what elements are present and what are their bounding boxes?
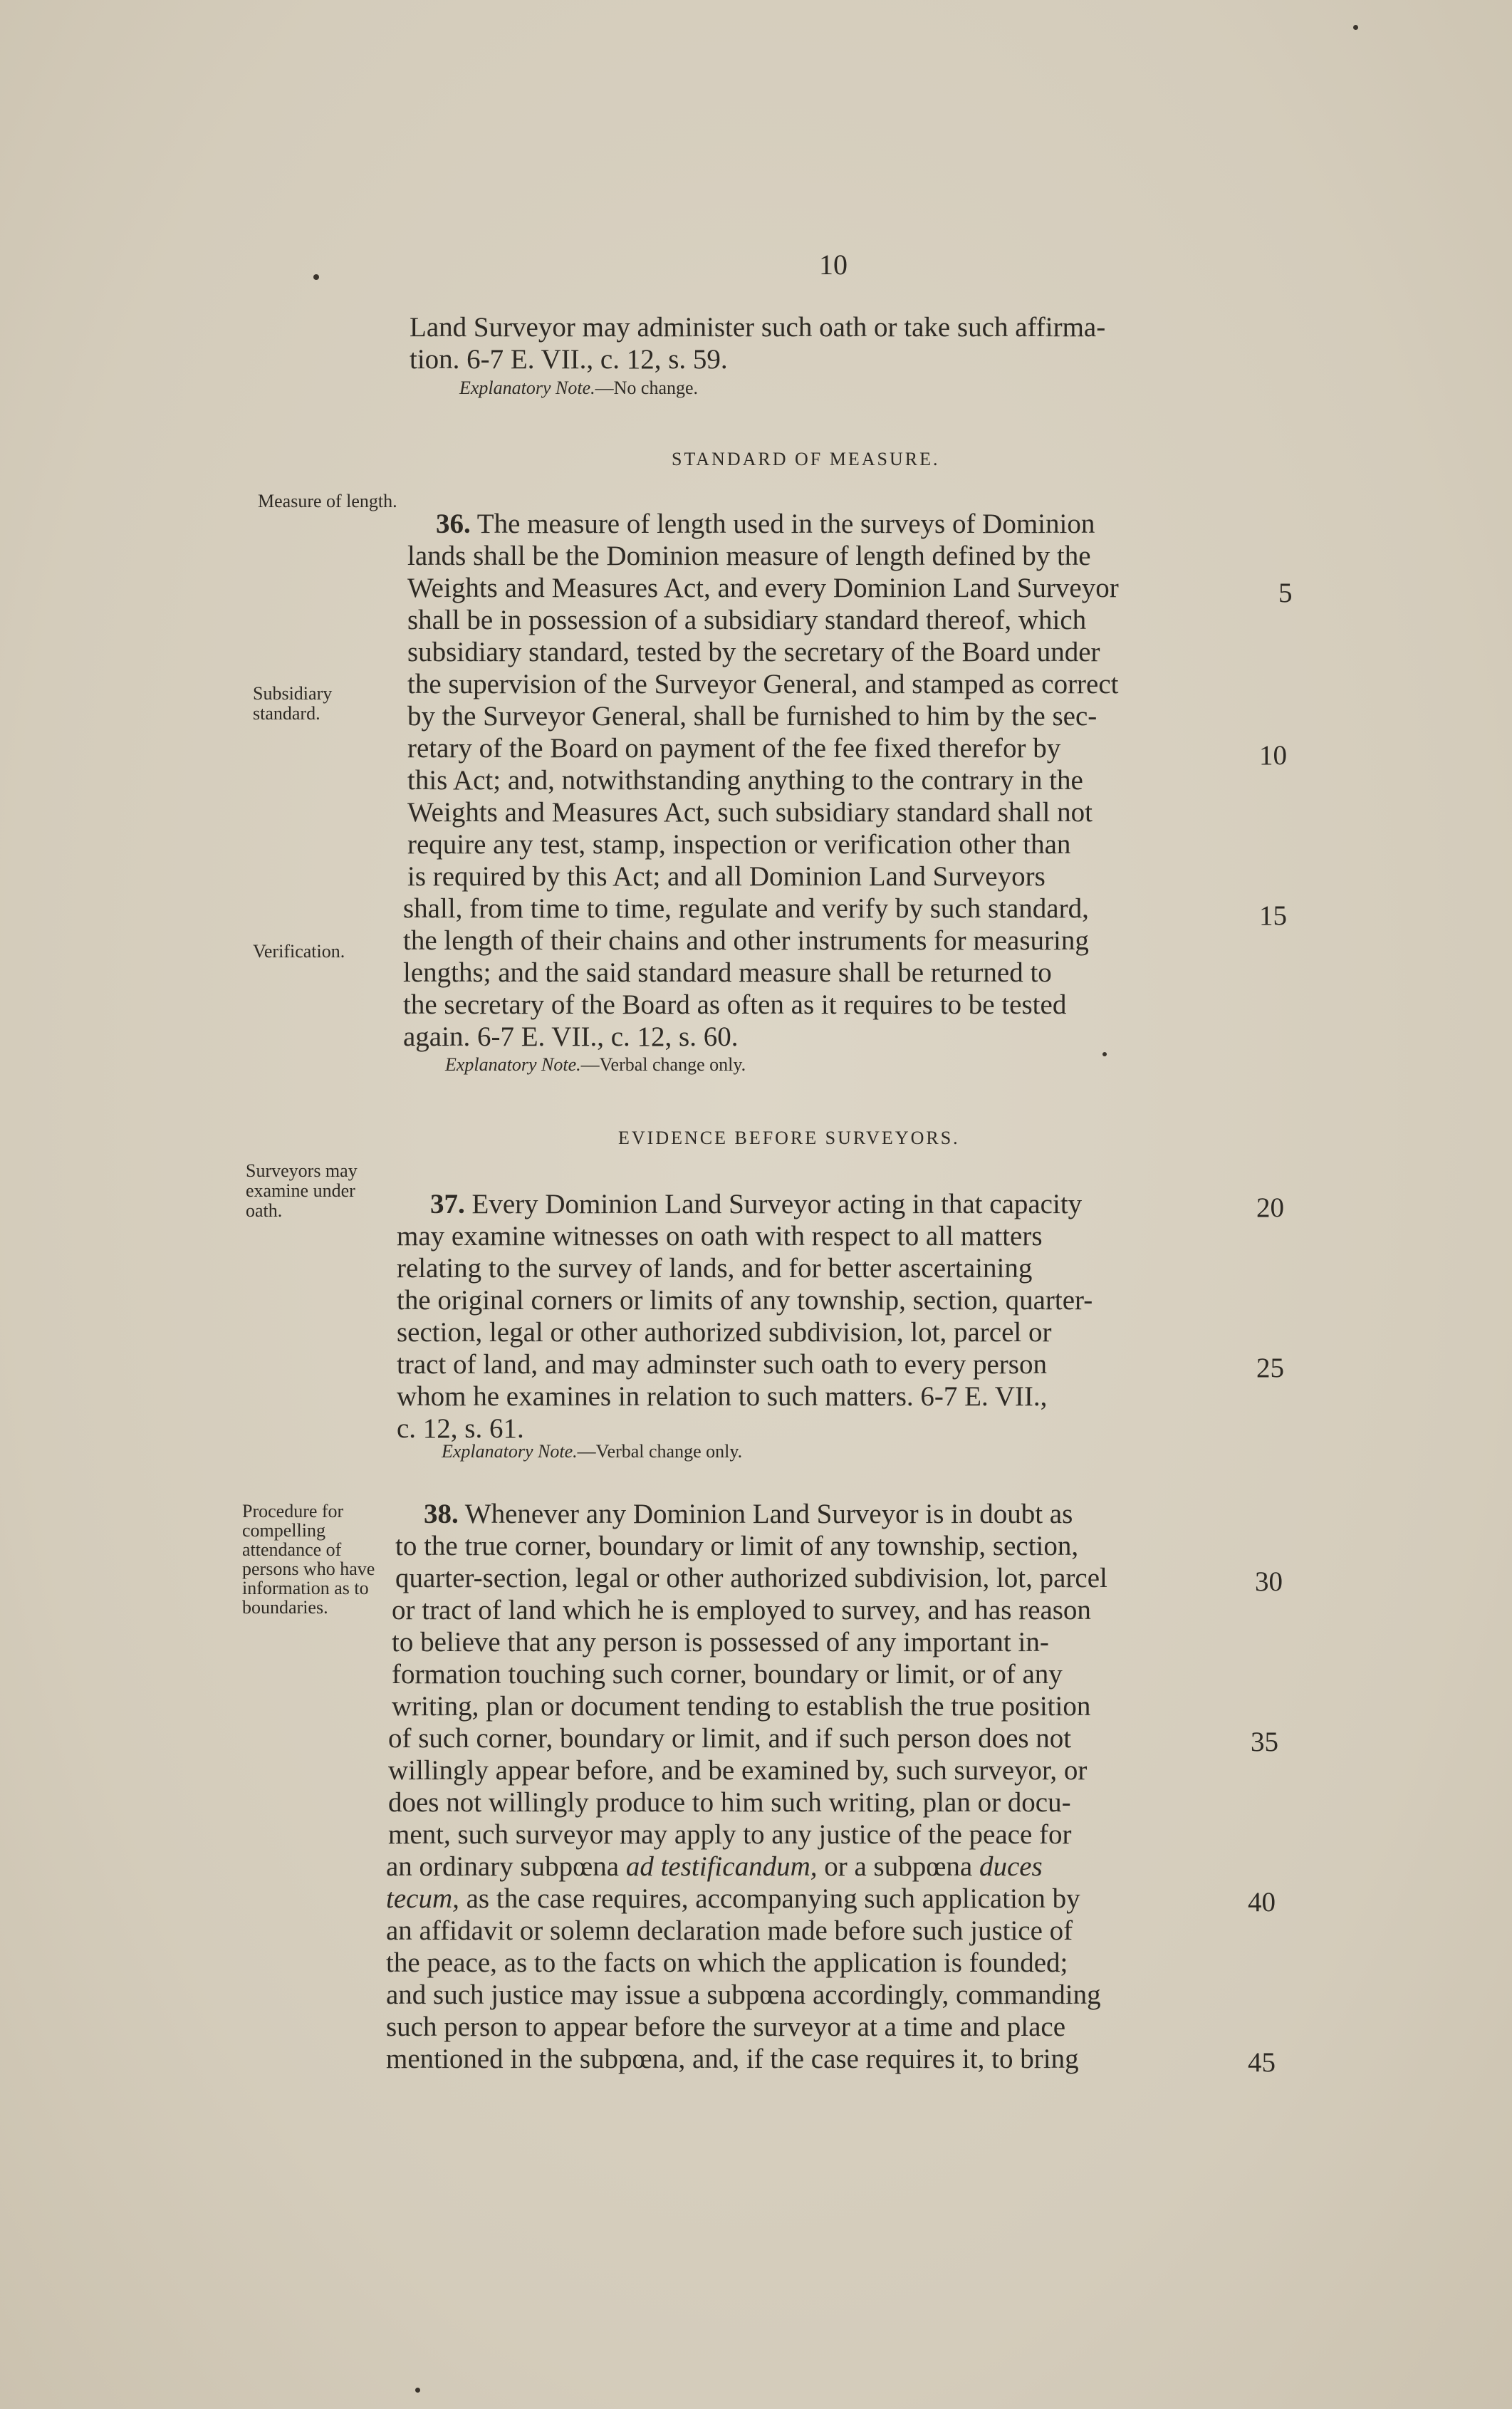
margin-note-verification: Verification.: [253, 941, 345, 962]
s37-line-4: the original corners or limits of any township, section, quarter-: [397, 1285, 1093, 1316]
margin-note-subsidiary-standard: Subsidiary standard.: [253, 683, 333, 724]
margin-note-procedure: Procedure for compelling attendance of persons who have information as to boundaries.: [242, 1501, 375, 1618]
s35-line-2: tion. 6-7 E. VII., c. 12, s. 59.: [410, 344, 728, 375]
line-number-30: 30: [1255, 1566, 1283, 1597]
s36-line-15: lengths; and the said standard measure shall be returned to: [403, 957, 1052, 988]
s38-line-13: tecum, as the case requires, accompanying such application by: [386, 1883, 1080, 1914]
paper-speck: [1102, 1052, 1107, 1056]
paper-speck: [415, 2388, 420, 2393]
line-number-5: 5: [1278, 578, 1293, 608]
section-number-37: 37.: [430, 1189, 465, 1219]
section-number-36: 36.: [436, 509, 471, 539]
s38-line-6: formation touching such corner, boundary or limit, or of any: [392, 1659, 1063, 1690]
line-number-20: 20: [1256, 1192, 1284, 1223]
s36-line-8: retary of the Board on payment of the fee fixed therefor by: [407, 733, 1061, 764]
s38-line-7: writing, plan or document tending to establish the true position: [392, 1691, 1091, 1722]
line-number-45: 45: [1248, 2047, 1276, 2078]
s38-line-18: mentioned in the subpœna, and, if the case requires it, to bring: [386, 2044, 1079, 2074]
s36-line-9: this Act; and, notwithstanding anything to the contrary in the: [407, 765, 1083, 796]
line-number-40: 40: [1248, 1887, 1276, 1918]
heading-standard-of-measure: STANDARD OF MEASURE.: [672, 449, 940, 469]
s36-line-1: 36. The measure of length used in the surveys of Dominion: [436, 509, 1095, 539]
s38-line-8: of such corner, boundary or limit, and if such person does not: [388, 1723, 1072, 1754]
section-number-38: 38.: [424, 1499, 459, 1529]
s36-line-11: require any test, stamp, inspection or verification other than: [407, 829, 1071, 860]
margin-note-measure-of-length: Measure of length.: [258, 491, 397, 511]
s36-line-10: Weights and Measures Act, such subsidiary standard shall not: [407, 797, 1093, 828]
s37-line-6: tract of land, and may adminster such oath to every person: [397, 1349, 1047, 1380]
s36-line-12: is required by this Act; and all Dominion Land Surveyors: [407, 861, 1046, 892]
s37-line-7: whom he examines in relation to such matters. 6-7 E. VII.,: [397, 1381, 1048, 1412]
line-number-35: 35: [1251, 1727, 1278, 1757]
line-number-10: 10: [1259, 740, 1287, 771]
s36-line-2: lands shall be the Dominion measure of length defined by the: [407, 541, 1091, 571]
s38-line-14: an affidavit or solemn declaration made before such justice of: [386, 1915, 1073, 1946]
s37-line-3: relating to the survey of lands, and for better ascertaining: [397, 1253, 1033, 1284]
s35-explanatory-note: Explanatory Note.—No change.: [459, 378, 699, 398]
s38-line-10: does not willingly produce to him such writing, plan or docu-: [388, 1787, 1071, 1818]
s38-line-5: to believe that any person is possessed of any important in-: [392, 1627, 1049, 1658]
s36-line-6: the supervision of the Surveyor General, and stamped as correct: [407, 669, 1119, 699]
line-number-15: 15: [1259, 900, 1287, 931]
s37-line-8: c. 12, s. 61.: [397, 1413, 524, 1444]
paper-speck: [313, 274, 319, 280]
s36-line-7: by the Surveyor General, shall be furnished to him by the sec-: [407, 701, 1097, 732]
s38-line-16: and such justice may issue a subpœna accordingly, commanding: [386, 1979, 1101, 2010]
s38-line-11: ment, such surveyor may apply to any justice of the peace for: [388, 1819, 1072, 1850]
margin-note-surveyors-examine: Surveyors may examine under oath.: [246, 1160, 358, 1221]
s36-line-16: the secretary of the Board as often as it requires to be tested: [403, 989, 1067, 1020]
s38-line-15: the peace, as to the facts on which the application is founded;: [386, 1947, 1068, 1978]
line-number-25: 25: [1256, 1353, 1284, 1383]
s38-line-1: 38. Whenever any Dominion Land Surveyor is in doubt as: [424, 1499, 1073, 1529]
s37-line-5: section, legal or other authorized subdivision, lot, parcel or: [397, 1317, 1052, 1348]
s36-line-14: the length of their chains and other instruments for measuring: [403, 925, 1089, 956]
s37-line-1: 37. Every Dominion Land Surveyor acting in that capacity: [430, 1189, 1083, 1219]
heading-evidence-before-surveyors: EVIDENCE BEFORE SURVEYORS.: [618, 1128, 960, 1148]
s37-explanatory-note: Explanatory Note.—Verbal change only.: [442, 1441, 743, 1462]
s36-line-13: shall, from time to time, regulate and verify by such standard,: [403, 893, 1089, 924]
s35-line-1: Land Surveyor may administer such oath or take such affirma-: [410, 312, 1106, 343]
paper-speck: [1353, 25, 1358, 30]
s36-explanatory-note: Explanatory Note.—Verbal change only.: [445, 1054, 746, 1075]
s36-line-17: again. 6-7 E. VII., c. 12, s. 60.: [403, 1021, 739, 1052]
s36-line-4: shall be in possession of a subsidiary standard thereof, which: [407, 605, 1087, 635]
s38-line-3: quarter-section, legal or other authorized subdivision, lot, parcel: [395, 1563, 1107, 1593]
s38-line-4: or tract of land which he is employed to survey, and has reason: [392, 1595, 1091, 1625]
page-number: 10: [819, 249, 848, 281]
s37-line-2: may examine witnesses on oath with respect to all matters: [397, 1221, 1043, 1252]
s36-line-5: subsidiary standard, tested by the secretary of the Board under: [407, 637, 1100, 667]
s38-line-12: an ordinary subpœna ad testificandum, or a subpœna duces: [386, 1851, 1043, 1882]
s38-line-9: willingly appear before, and be examined by, such surveyor, or: [388, 1755, 1088, 1786]
s38-line-2: to the true corner, boundary or limit of any township, section,: [395, 1531, 1079, 1561]
s38-line-17: such person to appear before the surveyor at a time and place: [386, 2012, 1066, 2042]
s36-line-3: Weights and Measures Act, and every Dominion Land Surveyor: [407, 573, 1119, 603]
